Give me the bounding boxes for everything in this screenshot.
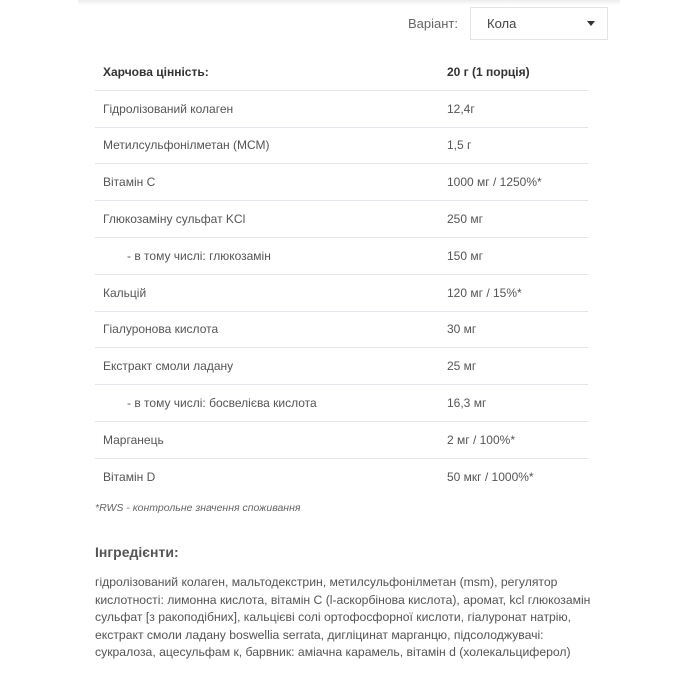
ingredients-heading: Інгредієнти:: [95, 544, 179, 560]
variant-selector: [408, 6, 608, 40]
nutrient-value: 150 мг: [447, 237, 588, 274]
ingredients-text: гідролізований колаген, мальтодекстрин, метилсульфонілметан (msm), регулятор кислотності: лимонна кислота, вітамін С (l-аскорбінова кислота), аромат, kcl глюкозамін сульфат [з ракоподібних], кальцієві солі ортофосфорної кислоти, гіалуронат натрію, екстракт смоли ладану boswellia serrata, дигліцинат марганцю, підсолоджувачі: сукралоза, ацесульфам к, барвник: аміачна карамель, вітамін d (холекальциферол): [95, 575, 591, 660]
nutrient-name: Гіалуронова кислота: [95, 311, 447, 348]
nutrient-value: 250 мг: [447, 201, 588, 238]
nutrient-value: 16,3 мг: [447, 385, 588, 422]
variant-select[interactable]: [470, 7, 608, 40]
nutrient-value: 12,4г: [447, 90, 588, 127]
table-row: [95, 90, 588, 127]
nutrient-name: Кальцій: [95, 274, 447, 311]
nutrient-name: Вітамін D: [103, 469, 156, 484]
nutrition-table: [95, 54, 588, 495]
table-row: [95, 458, 588, 494]
nutrient-value: 25 мг: [447, 348, 588, 385]
caret-down-icon: [587, 21, 595, 26]
table-row: [95, 385, 588, 422]
table-row: [95, 274, 588, 311]
table-row: [95, 201, 588, 238]
top-panel-shadow: [78, 0, 620, 5]
nutrient-value: 50 мкг / 1000%*: [447, 469, 534, 484]
nutrient-subitem-name: - в тому числі: босвелієва кислота: [95, 385, 447, 422]
nutrient-value: 120 мг / 15%*: [447, 274, 588, 311]
table-row: [95, 127, 588, 164]
nutrient-subitem-name: - в тому числі: глюкозамін: [95, 237, 447, 274]
nutrient-name: Вітамін С: [95, 164, 447, 201]
nutrition-header-name: Харчова цінність:: [95, 54, 447, 90]
variant-selected-value: Кола: [487, 15, 517, 31]
nutrition-header-row: [95, 54, 588, 90]
nutrient-name: Гідролізований колаген: [95, 90, 447, 127]
variant-label: Варіант:: [408, 15, 458, 31]
table-row: [95, 421, 588, 458]
nutrient-name: Марганець: [95, 421, 447, 458]
table-row: [95, 348, 588, 385]
nutrition-header-value: 20 г (1 порція): [447, 54, 588, 90]
nutrient-name: Метилсульфонілметан (МСМ): [95, 127, 447, 164]
nutrient-value: 1000 мг / 1250%*: [447, 164, 588, 201]
nutrient-value: 30 мг: [447, 311, 588, 348]
table-row: [95, 164, 588, 201]
rws-footnote: *RWS - контрольне значення споживання: [95, 502, 301, 514]
nutrient-name: Глюкозаміну сульфат KCl: [95, 201, 447, 238]
nutrient-value: 1,5 г: [447, 127, 588, 164]
table-row: [95, 311, 588, 348]
nutrient-name: Екстракт смоли ладану: [95, 348, 447, 385]
nutrient-value: 2 мг / 100%*: [447, 421, 588, 458]
table-row: [95, 237, 588, 274]
